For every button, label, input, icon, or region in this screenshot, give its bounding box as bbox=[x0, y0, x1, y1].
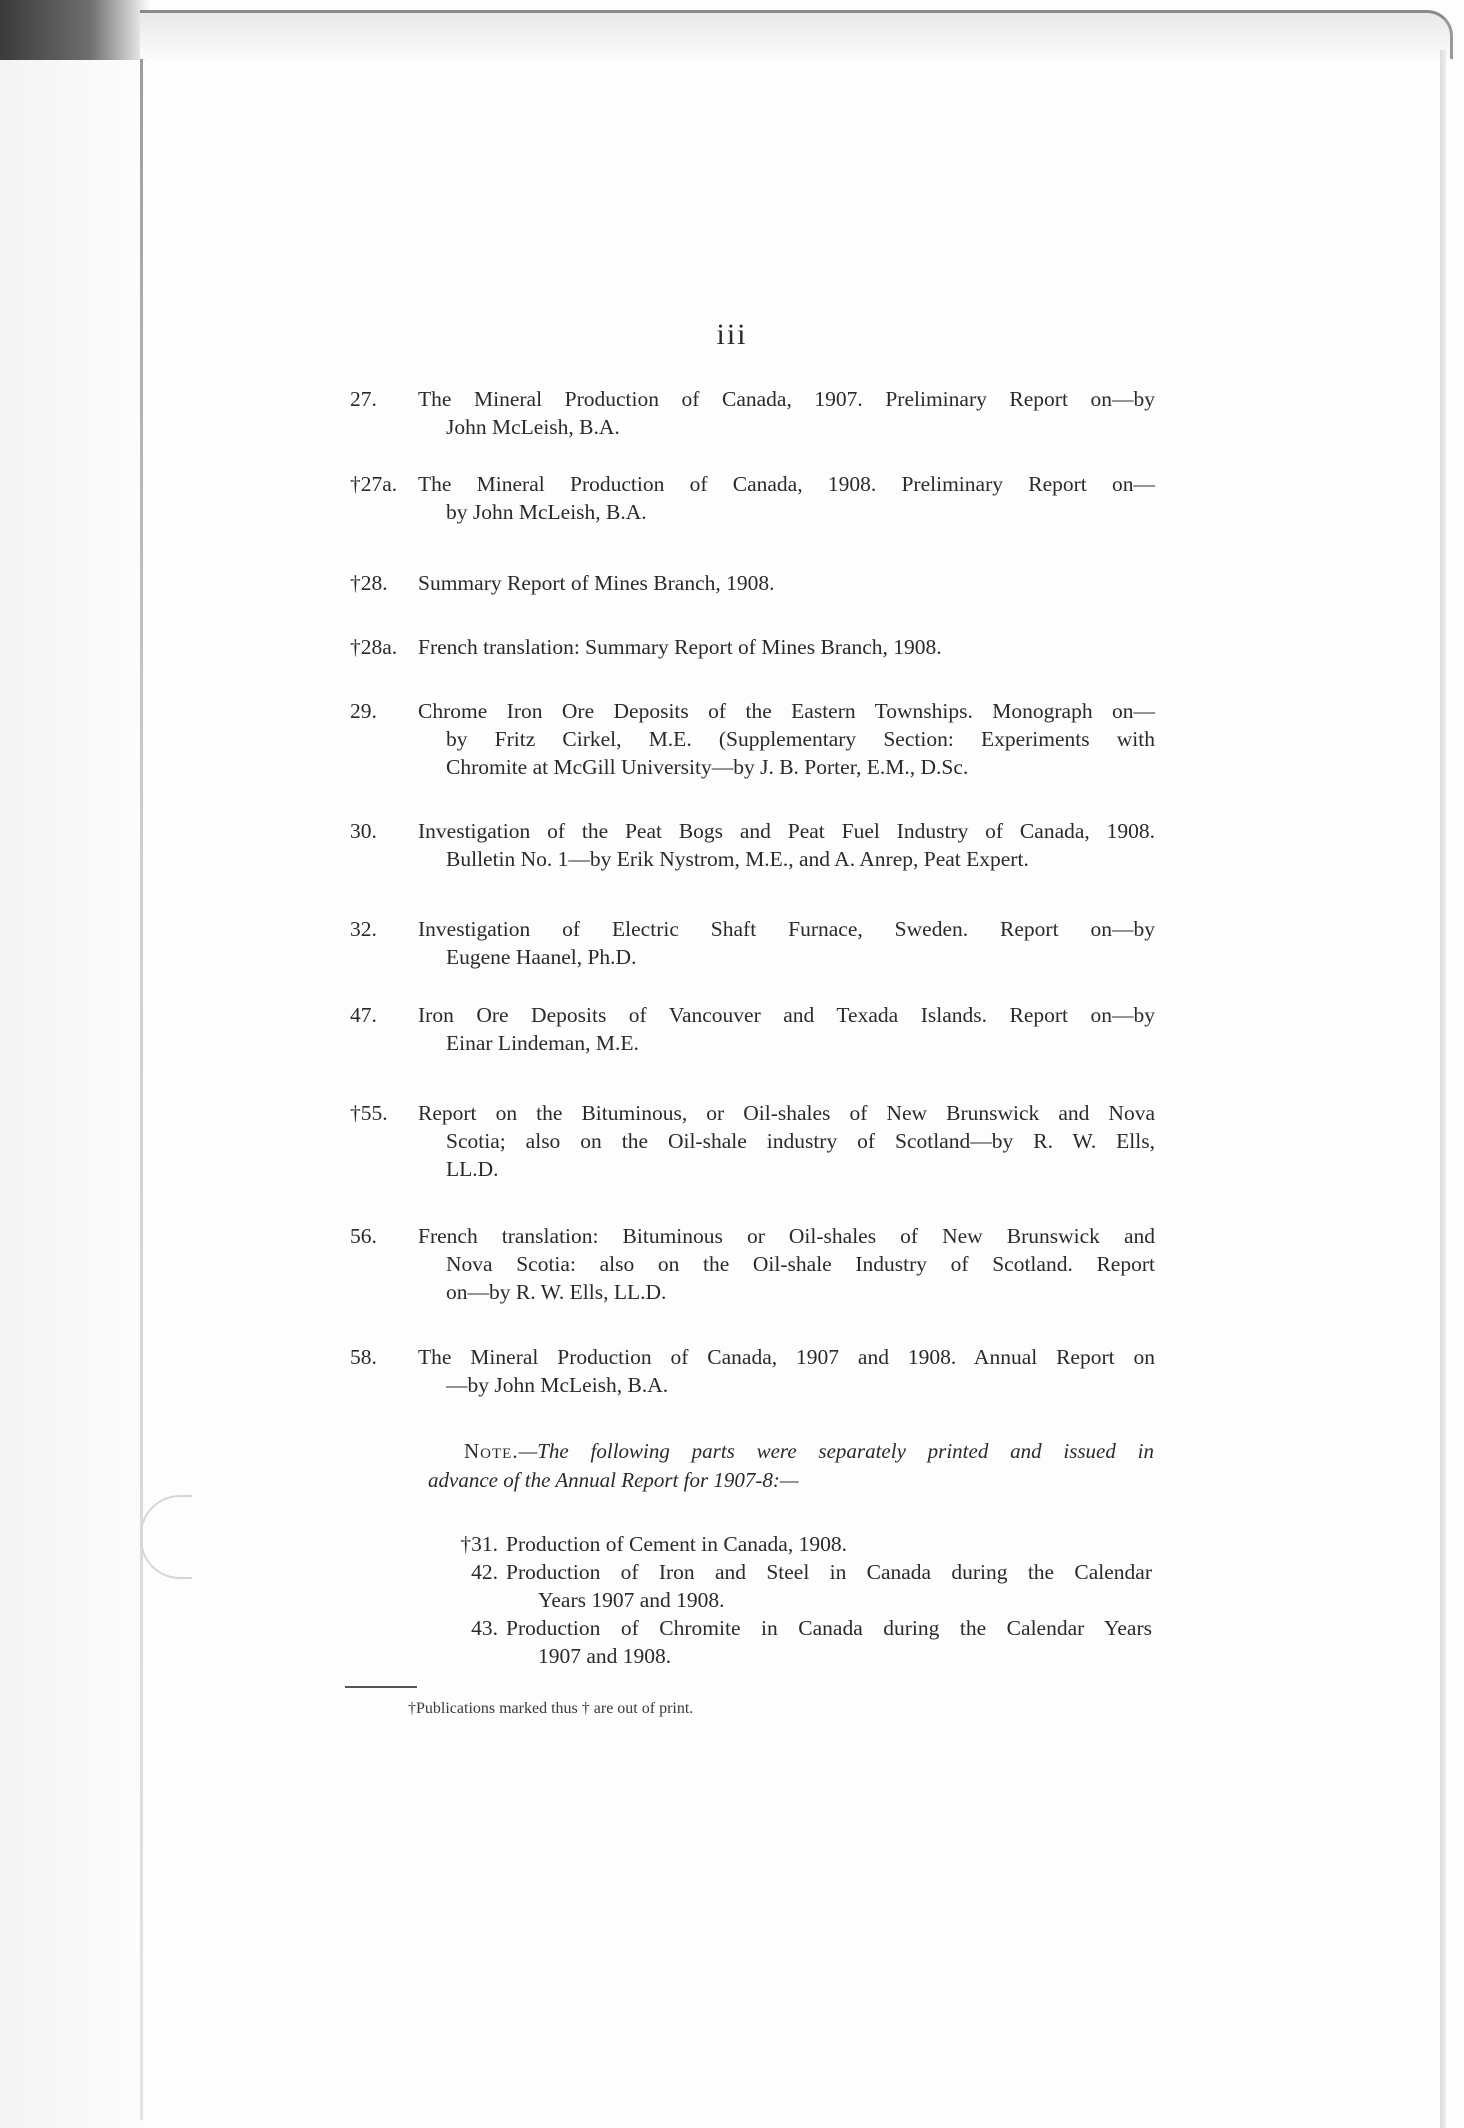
publication-entry bbox=[350, 1099, 1155, 1183]
entry-title-line: French translation: Bituminous or Oil-shales of New Brunswick and bbox=[418, 1224, 1155, 1248]
sub-publication-entry bbox=[440, 1614, 1152, 1670]
sub-publication-entry bbox=[440, 1558, 1152, 1614]
sub-entry-title-line: Production of Iron and Steel in Canada during the Calendar bbox=[506, 1560, 1152, 1584]
entry-number: 56. bbox=[350, 1224, 377, 1248]
entry-continuation-line: by Fritz Cirkel, M.E. (Supplementary Section: Experiments with bbox=[446, 727, 1155, 751]
entry-title-line: Summary Report of Mines Branch, 1908. bbox=[418, 571, 775, 595]
publication-entry bbox=[350, 1222, 1155, 1306]
publication-entry bbox=[350, 1343, 1155, 1399]
sub-entry-number: 42. bbox=[471, 1560, 498, 1584]
publication-entry bbox=[350, 697, 1155, 781]
sub-entry-title-line: Production of Chromite in Canada during the Calendar Years bbox=[506, 1616, 1152, 1640]
sub-entry-number: 43. bbox=[471, 1616, 498, 1640]
page-number: iii bbox=[716, 318, 748, 351]
entry-continuation-line: —by John McLeish, B.A. bbox=[446, 1373, 669, 1397]
entry-continuation-line: by John McLeish, B.A. bbox=[446, 500, 647, 524]
entry-number: †28a. bbox=[350, 635, 398, 659]
entry-continuation-line: Eugene Haanel, Ph.D. bbox=[446, 945, 637, 969]
publication-entry bbox=[350, 915, 1155, 971]
entry-title-line: The Mineral Production of Canada, 1907. Preliminary Report on—by bbox=[418, 387, 1155, 411]
entry-number: 30. bbox=[350, 819, 377, 843]
entry-continuation-line: LL.D. bbox=[446, 1157, 499, 1181]
footnote: †Publications marked thus † are out of print. bbox=[408, 1700, 694, 1717]
publication-entry bbox=[350, 633, 1155, 661]
page-right-edge bbox=[1440, 50, 1446, 2128]
entry-title-line: Investigation of Electric Shaft Furnace, Sweden. Report on—by bbox=[418, 917, 1155, 941]
publication-entry bbox=[350, 569, 1155, 597]
entry-continuation-line: on—by R. W. Ells, LL.D. bbox=[446, 1280, 667, 1304]
note-line-2: advance of the Annual Report for 1907-8:— bbox=[428, 1468, 799, 1492]
sub-entry-title-line: Production of Cement in Canada, 1908. bbox=[506, 1532, 847, 1556]
entry-continuation-line: Scotia; also on the Oil-shale industry of Scotland—by R. W. Ells, bbox=[446, 1129, 1155, 1153]
entry-number: 32. bbox=[350, 917, 377, 941]
page-top-edge bbox=[140, 10, 1453, 59]
entry-title-line: The Mineral Production of Canada, 1907 and 1908. Annual Report on bbox=[418, 1345, 1155, 1369]
entry-number: 27. bbox=[350, 387, 377, 411]
entry-number: 29. bbox=[350, 699, 377, 723]
entry-number: †27a. bbox=[350, 472, 398, 496]
entry-number: 47. bbox=[350, 1003, 377, 1027]
entry-title-line: Iron Ore Deposits of Vancouver and Texada Islands. Report on—by bbox=[418, 1003, 1155, 1027]
entry-number: †55. bbox=[350, 1101, 388, 1125]
note-text-1: —The following parts were separately printed and issued in bbox=[518, 1439, 1154, 1463]
entry-continuation-line: Nova Scotia: also on the Oil-shale Industry of Scotland. Report bbox=[446, 1252, 1155, 1276]
sub-entry-number: †31. bbox=[460, 1532, 498, 1556]
entry-continuation-line: John McLeish, B.A. bbox=[446, 415, 620, 439]
note-paragraph bbox=[428, 1437, 1154, 1495]
sub-publication-entry bbox=[440, 1530, 1152, 1558]
publication-entry bbox=[350, 470, 1155, 526]
entry-title-line: French translation: Summary Report of Mines Branch, 1908. bbox=[418, 635, 942, 659]
publication-entry bbox=[350, 385, 1155, 441]
scan-corner-shadow bbox=[0, 0, 150, 60]
note-label: Note. bbox=[464, 1439, 519, 1463]
entry-title-line: Report on the Bituminous, or Oil-shales of New Brunswick and Nova bbox=[418, 1101, 1155, 1125]
entry-number: †28. bbox=[350, 571, 388, 595]
sub-entry-continuation-line: 1907 and 1908. bbox=[538, 1644, 672, 1668]
publication-entry bbox=[350, 817, 1155, 873]
entry-title-line: Chrome Iron Ore Deposits of the Eastern Townships. Monograph on— bbox=[418, 699, 1155, 723]
entry-number: 58. bbox=[350, 1345, 377, 1369]
entry-continuation-line: Bulletin No. 1—by Erik Nystrom, M.E., and A. Anrep, Peat Expert. bbox=[446, 847, 1029, 871]
entry-title-line: Investigation of the Peat Bogs and Peat Fuel Industry of Canada, 1908. bbox=[418, 819, 1155, 843]
entry-title-line: The Mineral Production of Canada, 1908. Preliminary Report on— bbox=[418, 472, 1155, 496]
note-line-1 bbox=[464, 1437, 1154, 1466]
publication-entry bbox=[350, 1001, 1155, 1057]
entry-continuation-line: Einar Lindeman, M.E. bbox=[446, 1031, 639, 1055]
footnote-rule bbox=[345, 1686, 417, 1688]
entry-continuation-line: Chromite at McGill University—by J. B. Porter, E.M., D.Sc. bbox=[446, 755, 969, 779]
sub-entry-continuation-line: Years 1907 and 1908. bbox=[538, 1588, 725, 1612]
